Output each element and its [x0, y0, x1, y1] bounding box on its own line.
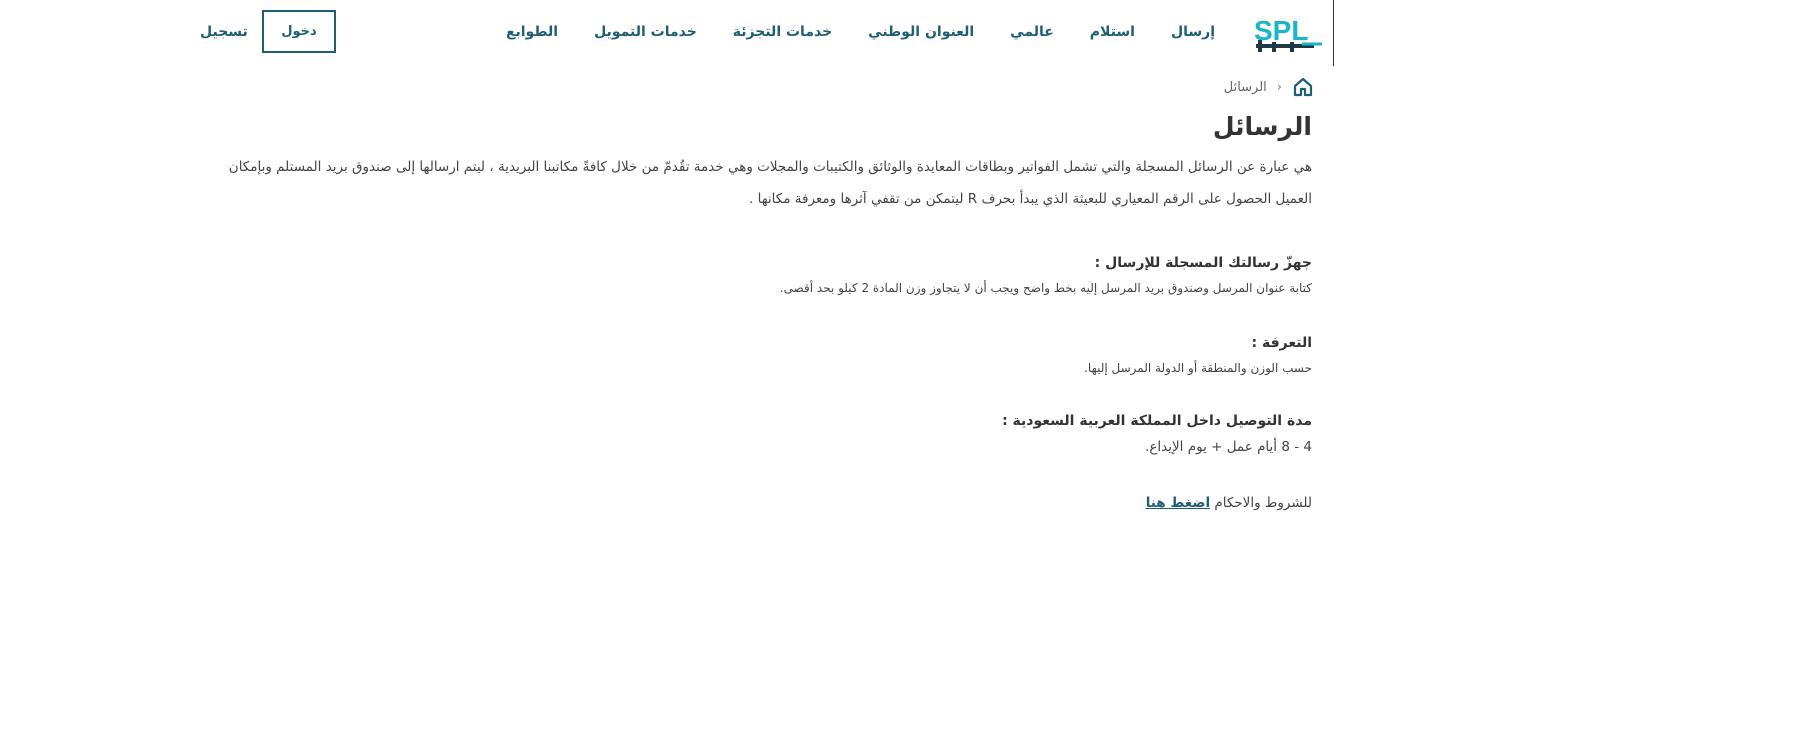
nav-national-address[interactable]: العنوان الوطني [868, 24, 975, 40]
breadcrumb [1224, 76, 1314, 98]
chevron-icon: ‹ [1276, 79, 1282, 95]
terms-text: للشروط والاحكام [1214, 495, 1312, 511]
terms-link[interactable]: اضغط هنا [1145, 495, 1211, 511]
nav-stamps[interactable]: الطوابع [505, 24, 559, 40]
spl-logo[interactable] [1252, 12, 1322, 54]
register-link[interactable]: تسجيل [200, 24, 248, 40]
prepare-heading: جهزّ رسالتك المسجلة للإرسال : [1094, 255, 1312, 271]
login-button[interactable]: دخول [262, 10, 336, 53]
nav-finance-services[interactable]: خدمات التمويل [594, 24, 697, 40]
tariff-text: حسب الوزن والمنطقة أو الدولة المرسل إليها. [1084, 361, 1312, 375]
nav-retail-services[interactable]: خدمات التجزئة [732, 24, 833, 40]
header-divider [1333, 0, 1334, 66]
delivery-text: 4 - 8 أيام عمل + يوم الإيداع. [1145, 439, 1312, 455]
nav-international[interactable]: عالمي [1010, 24, 1054, 40]
main-content [202, 112, 1312, 511]
nav-receive[interactable]: استلام [1089, 24, 1135, 40]
home-icon[interactable] [1292, 76, 1314, 98]
delivery-heading: مدة التوصيل داخل المملكة العربية السعودية : [1002, 413, 1312, 429]
breadcrumb-current: الرسائل [1223, 79, 1267, 95]
page-title: الرسائل [1212, 112, 1312, 141]
terms-line [202, 495, 1312, 511]
svg-text:SPL: SPL [1254, 15, 1309, 46]
intro-text: هي عبارة عن الرسائل المسجلة والتي تشمل الفواتير وبطاقات المعايدة والوثائق والكتيبات والمجلات وهي خدمة تقُدمّ من خلال كافةً مكاتبنا البريدية ، ليتم ارسالها إلى صندوق بريد المستلم وبإمكان العميل الحصول على الرقم المعياري للبعيثة الذي يبدأ بحرف R ليتمكن من تقفي آثرها ومعرفة مكانها . [228, 159, 1312, 207]
tariff-heading: التعرفة : [1251, 335, 1312, 351]
main-nav [470, 24, 1215, 40]
prepare-text: كتابة عنوان المرسل وصندوق بريد المرسل إليه بخط واضح ويجب أن لا يتجاوز وزن المادة 2 كيلو بحد أقصى. [779, 281, 1312, 295]
nav-send[interactable]: إرسال [1170, 24, 1215, 40]
